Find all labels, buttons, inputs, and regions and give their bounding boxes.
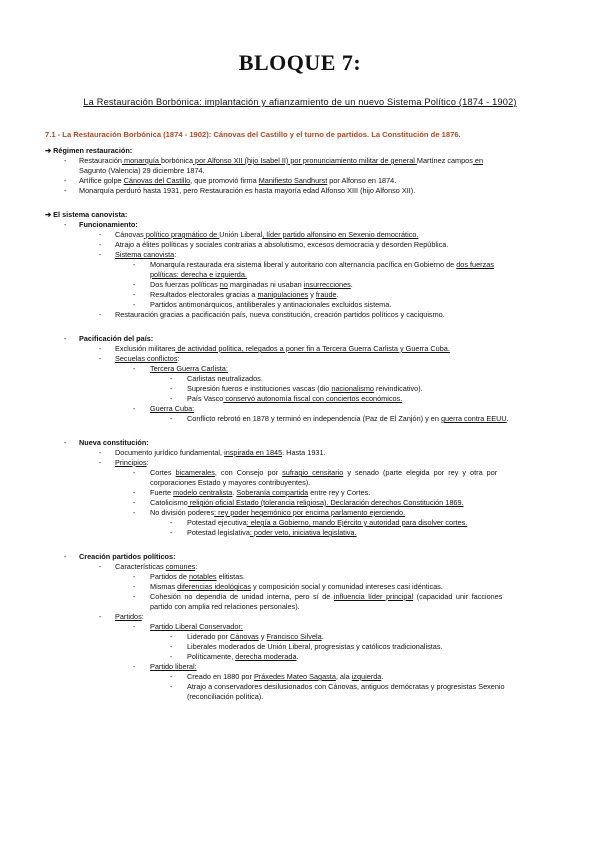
text-segment: Supresión fueros e instituciones vascas (dio <box>187 384 332 393</box>
text-segment: País Vasco <box>187 394 224 403</box>
list-item: - Conflicto rebrotó en 1878 y terminó en independencia (Paz de El Zanjón) y en guerra contra EEUU. <box>170 414 509 423</box>
sistema-heading-row <box>0 210 600 220</box>
rich-line <box>150 280 353 290</box>
underlined-term: : elegía a Gobierno, mando Ejército y autoridad para disolver cortes. <box>246 518 468 527</box>
sistema-heading: ➔ El sistema canovista: <box>45 210 128 219</box>
rich-line <box>150 572 245 582</box>
text-segment: Documento jurídico fundamental, <box>115 448 225 457</box>
list-item: - Funcionamiento: <box>64 220 138 229</box>
text-segment: Políticamente, <box>187 652 236 661</box>
list-item: - Atrajo a élites políticas y sociales contrarias a absolutismo, excesos democracia y desorden República. <box>99 240 449 249</box>
rich-line <box>150 498 464 508</box>
section-heading: 7.1 - La Restauración Borbónica (1874 - 1902): Cánovas del Castillo y el turno de partidos. La Constitución de 1876. <box>45 130 461 139</box>
text-segment: borbónica <box>160 156 194 165</box>
underlined-term: de actividad política, relegados a poner fin a Tercera Guerra Carlista y Guerra Cuba. <box>175 344 450 353</box>
underlined-term: no <box>219 280 228 289</box>
list-item-continuation: políticas: derecha e izquierda. <box>150 270 247 279</box>
text-segment: Exclusión militares <box>115 344 176 353</box>
underlined-term: Francisco Silvela <box>266 632 322 641</box>
underlined-term: : rey poder hegemónico por encima parlamento ejerciendo. <box>214 508 406 517</box>
text-segment: y senado (parte elegida por rey y otra por <box>343 468 498 477</box>
text-segment: Partidos de <box>150 572 189 581</box>
rich-line <box>115 448 326 458</box>
list-item: - Carlistas neutralizados. <box>170 374 263 383</box>
list-item: - Documento jurídico fundamental, inspirada en 1845. Hasta 1931. <box>99 448 326 457</box>
text-segment: (capacidad unir facciones <box>413 592 503 601</box>
list-item-continuation: Sagunto (Valencia) 29 diciembre 1874. <box>79 166 205 175</box>
list-item: - Guerra Cuba: <box>133 404 195 413</box>
list-item: - Secuelas conflictos: <box>99 354 180 363</box>
list-item: - Potestad legislativa: poder veto, iniciativa legislativa. <box>170 528 357 537</box>
list-item: - No división poderes: rey poder hegemónico por encima parlamento ejerciendo. <box>133 508 406 517</box>
list-item: - Cortes bicamerales, con Consejo por sufragio censitario y senado (parte elegida por rey y otra por <box>133 468 498 477</box>
list-item: - Partidos: <box>99 612 144 621</box>
underlined-term: modelo centralista <box>173 488 233 497</box>
underlined-term: diferencias ideológicas <box>177 582 251 591</box>
rich-line <box>187 384 423 394</box>
rich-line <box>115 230 418 240</box>
partidos-heading: Creación partidos políticos: <box>79 552 176 561</box>
list-item: - Partido liberal: <box>133 662 197 671</box>
page-title: BLOQUE 7: <box>238 50 362 75</box>
rich-line <box>187 414 509 424</box>
funcionamiento-heading: Funcionamiento: <box>79 220 138 229</box>
underlined-term: Manifiesto Sandhurst <box>258 176 328 185</box>
text-segment: , con Consejo por <box>214 468 283 477</box>
underlined-term: , líder partido alfonsino en Sexenio democrático. <box>262 230 419 239</box>
list-item: - Sistema canovista: <box>99 250 177 259</box>
underlined-term: por Alfonso XII (hijo Isabel II) por pronunciamiento militar de general <box>193 156 417 165</box>
text-segment: y composición social y comunidad intereses casi idénticas. <box>251 582 443 591</box>
text-segment: : <box>195 562 198 571</box>
underlined-term: monarquía <box>122 156 161 165</box>
list-item: - Artífice golpe Cánovas del Castillo, que promovió firma Manifiesto Sandhurst por Alfonso en 1874. <box>64 176 397 185</box>
underlined-term: influencia líder principal <box>333 592 414 601</box>
underlined-term: nacionalismo <box>331 384 374 393</box>
list-item: - País Vasco conservó autonomía fiscal con conciertos económicos. <box>170 394 403 403</box>
text-segment: Martínez campos <box>416 156 473 165</box>
pacificacion-heading: Pacificación del país: <box>79 334 154 343</box>
underlined-term: fraude <box>315 290 337 299</box>
list-item: - Principios: <box>99 458 149 467</box>
constitucion-heading: Nueva constitución: <box>79 438 149 447</box>
list-item: - Políticamente, derecha moderada. <box>170 652 299 661</box>
list-item: - Partidos de notables elitistas. <box>133 572 245 581</box>
rich-line <box>115 562 197 572</box>
rich-line <box>187 672 383 682</box>
underlined-term: Práxedes Mateo Sagasta <box>253 672 336 681</box>
rich-line <box>150 468 497 478</box>
regimen-heading: ➔ Régimen restauración: <box>45 146 133 155</box>
list-item: - Atrajo a conservadores desilusionados con Cánovas, antiguos demócratas y progresistas Sexenio <box>170 682 505 691</box>
rich-line <box>79 176 396 186</box>
list-item: - Potestad ejecutiva: elegía a Gobierno, mando Ejército y autoridad para disolver cortes. <box>170 518 468 527</box>
text-segment: Creado en 1880 por <box>187 672 254 681</box>
list-item: - Liberales moderados de Unión Liberal, progresistas y católicos tradicionalistas. <box>170 642 443 651</box>
text-segment: , que promovió firma <box>190 176 259 185</box>
underlined-term: insurrecciones <box>303 280 351 289</box>
list-item: - Cánovas político pragmático de Unión Liberal, líder partido alfonsino en Sexenio democrático. <box>99 230 419 239</box>
text-segment: Catolicismo <box>150 498 188 507</box>
list-item: - Dos fuerzas políticas no marginadas ni usaban insurrecciones. <box>133 280 353 289</box>
text-segment: Fuerte <box>150 488 174 497</box>
text-segment: reivindicativo). <box>374 384 423 393</box>
list-item: - Restauración gracias a pacificación país, nueva constitución, creación partidos políticos y caciquismo. <box>99 310 445 319</box>
text-segment: . <box>350 280 353 289</box>
text-segment: . <box>232 488 237 497</box>
list-item: - Monarquía perduró hasta 1931, pero Restauración es hasta mayoría edad Alfonso XIII (hijo Alfonso XII). <box>64 186 416 195</box>
list-item: - Liderado por Cánovas y Francisco Silvela. <box>170 632 324 641</box>
underlined-term: sufragio censitario <box>282 468 344 477</box>
underlined-term: dos fuerzas <box>456 260 494 269</box>
underlined-term: religión oficial Estado (tolerancia religiosa). Declaración derechos Constitución 1869. <box>187 498 464 507</box>
text-segment: Cortes <box>150 468 176 477</box>
text-segment: y <box>308 290 316 299</box>
list-item: - Cohesión no dependía de unidad interna, pero sí de influencia líder principal (capacidad unir facciones <box>133 592 503 601</box>
list-item: - Tercera Guerra Carlista: <box>133 364 228 373</box>
underlined-term: guerra contra EEUU <box>440 414 507 423</box>
underlined-term: conservó autonomía fiscal con conciertos económicos. <box>223 394 403 403</box>
text-segment: Resultados electorales gracias a <box>150 290 258 299</box>
list-item: - Nueva constitución: <box>64 438 149 447</box>
document-body <box>0 146 600 702</box>
rich-line <box>187 652 299 662</box>
rich-line <box>150 592 502 602</box>
regimen-heading-row <box>0 146 600 156</box>
list-item: - Características comunes: <box>99 562 198 571</box>
rich-line <box>150 260 494 270</box>
text-segment: Características <box>115 562 166 571</box>
rich-line <box>150 290 339 300</box>
text-segment: . <box>506 414 509 423</box>
list-item: - Supresión fueros e instituciones vascas (dio nacionalismo reivindicativo). <box>170 384 423 393</box>
underlined-term: bicamerales <box>175 468 215 477</box>
underlined-term: inspirada en 1845 <box>224 448 283 457</box>
list-item: - Catolicismo religión oficial Estado (tolerancia religiosa). Declaración derechos Constitución 1869. <box>133 498 464 507</box>
text-segment: Potestad ejecutiva <box>187 518 247 527</box>
underlined-term: manipulaciones <box>257 290 309 299</box>
list-item: - Creación partidos políticos: <box>64 552 176 561</box>
underlined-term: político pragmático de <box>143 230 220 239</box>
text-segment: marginadas ni usaban <box>227 280 304 289</box>
text-segment: Potestad legislativa <box>187 528 250 537</box>
list-item: - Creado en 1880 por Práxedes Mateo Sagasta, ala izquierda. <box>170 672 384 681</box>
underlined-term: notables <box>188 572 217 581</box>
list-item: - Pacificación del país: <box>64 334 154 343</box>
rich-line <box>79 156 483 166</box>
list-item: - Exclusión militares de actividad política, relegados a poner fin a Tercera Guerra Carlista y Guerra Cuba. <box>99 344 450 353</box>
rich-line <box>187 518 467 528</box>
underlined-term: izquierda <box>351 672 382 681</box>
text-segment: . <box>321 632 324 641</box>
rich-line <box>150 488 370 498</box>
text-segment: Liderado por <box>187 632 231 641</box>
rich-line <box>187 528 357 538</box>
list-item: - Partidos antimonárquicos, antiliberales y antinacionales excluidos sistema. <box>133 300 392 309</box>
rich-line <box>187 632 324 642</box>
text-segment: Monarquía restaurada era sistema liberal y autoritario con alternancia pacífica en Gobierno de <box>150 260 457 269</box>
list-item: - Mismas diferencias ideológicas y composición social y comunidad intereses casi idénticas. <box>133 582 443 591</box>
text-segment: . <box>296 652 299 661</box>
text-segment: Artífice golpe <box>79 176 124 185</box>
text-segment: Conflicto rebrotó en 1878 y terminó en independencia (Paz de El Zanjón) y en <box>187 414 441 423</box>
page-subtitle: La Restauración Borbónica: implantación y afianzamiento de un nuevo Sistema Político (1874 - 1902) <box>83 97 517 107</box>
text-segment: Cohesión no dependía de unidad interna, pero sí de <box>150 592 334 601</box>
text-segment: , ala <box>335 672 352 681</box>
text-segment: . <box>336 290 339 299</box>
text-segment: entre rey y Cortes. <box>308 488 371 497</box>
text-segment: . <box>381 672 384 681</box>
list-item: - Fuerte modelo centralista. Soberanía compartida entre rey y Cortes. <box>133 488 371 497</box>
underlined-term: comunes <box>165 562 196 571</box>
text-segment: . Hasta 1931. <box>282 448 326 457</box>
text-segment: Unión Liberal <box>219 230 263 239</box>
list-item-continuation: corporaciones Estado y mayores contribuyentes). <box>150 478 311 487</box>
underlined-term: en <box>472 156 484 165</box>
list-item: - Restauración monarquía borbónica por Alfonso XII (hijo Isabel II) por pronunciamiento militar de general Martínez campos en <box>64 156 484 165</box>
list-item: - Partido Liberal Conservador: <box>133 622 243 631</box>
rich-line <box>150 508 405 518</box>
text-segment: por Alfonso en 1874. <box>327 176 397 185</box>
list-item: - Resultados electorales gracias a manipulaciones y fraude. <box>133 290 339 299</box>
underlined-term: : poder veto, iniciativa legislativa. <box>249 528 357 537</box>
underlined-term: derecha moderada <box>235 652 297 661</box>
text-segment: y <box>258 632 267 641</box>
text-segment: Cánovas <box>115 230 144 239</box>
rich-line <box>187 394 402 404</box>
underlined-term: Cánovas del Castillo <box>123 176 191 185</box>
underlined-term: Cánovas <box>230 632 259 641</box>
list-item: - Monarquía restaurada era sistema liberal y autoritario con alternancia pacífica en Gobierno de dos fuerzas <box>133 260 494 269</box>
text-segment: Mismas <box>150 582 178 591</box>
underlined-term: Soberanía compartida <box>236 488 309 497</box>
text-segment: Dos fuerzas políticas <box>150 280 220 289</box>
list-item-continuation: (reconciliación política). <box>187 692 264 701</box>
text-segment: No división poderes <box>150 508 215 517</box>
text-segment: elitistas. <box>216 572 245 581</box>
rich-line <box>150 582 443 592</box>
list-item-continuation: partido con amplia red relaciones personales). <box>150 602 300 611</box>
text-segment: Restauración <box>79 156 122 165</box>
rich-line <box>115 344 450 354</box>
